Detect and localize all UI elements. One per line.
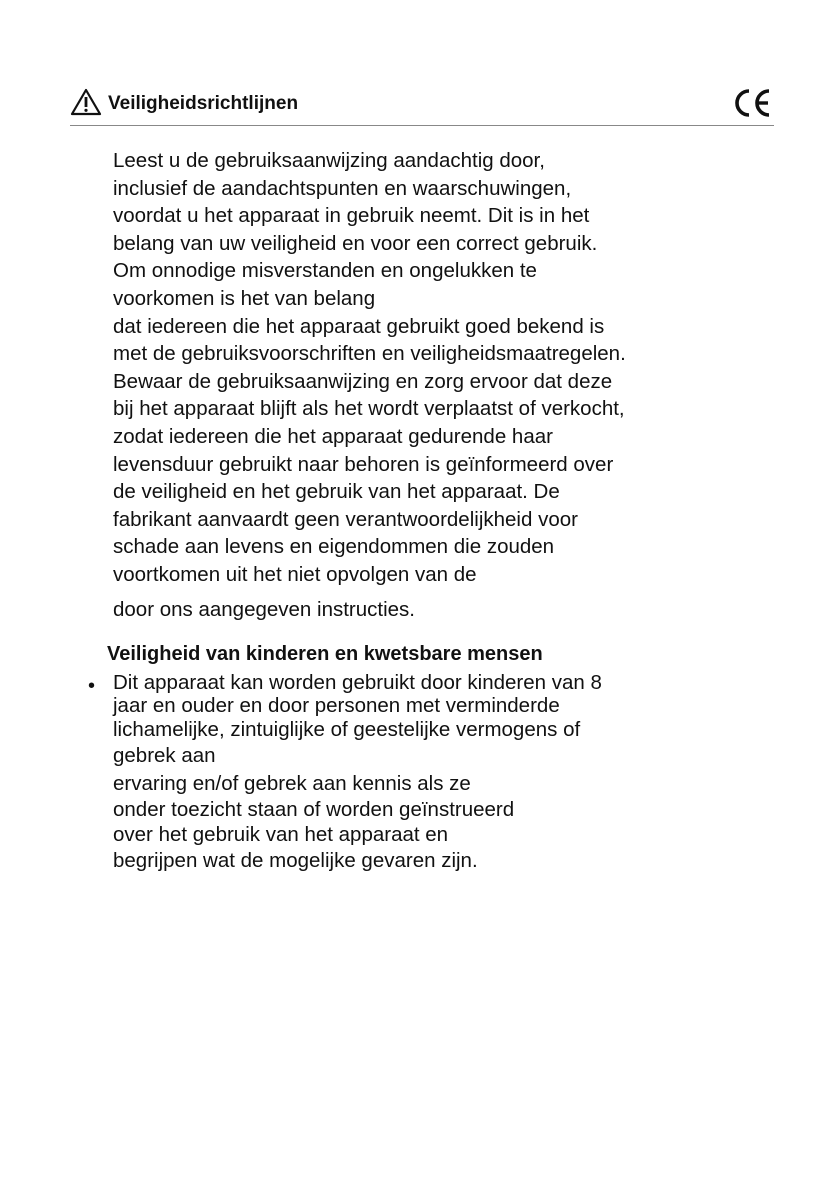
intro-line: voordat u het apparaat in gebruik neemt. Dit is in het [113,204,590,228]
bullet-text [113,671,602,873]
warning-triangle-icon [70,88,102,116]
bullet-line: Dit apparaat kan worden gebruikt door kinderen van 8 [113,671,602,694]
intro-line: belang van uw veiligheid en voor een correct gebruik. [113,231,598,255]
bullet-line: over het gebruik van het apparaat en [113,823,449,846]
header-divider [70,125,774,126]
intro-line: bij het apparaat blijft als het wordt verplaatst of verkocht, [113,397,625,421]
intro-line: met de gebruiksvoorschriften en veiligheidsmaatregelen. [113,342,626,366]
bullet-line: gebrek aan [113,743,216,767]
intro-line: zodat iedereen die het apparaat gedurende haar [113,424,553,448]
intro-line: Leest u de gebruiksaanwijzing aandachtig door, [113,149,545,172]
bullet-line: begrijpen wat de mogelijke gevaren zijn. [113,848,478,872]
bullet-line: jaar en ouder en door personen met verminderde [113,694,560,717]
intro-line: levensduur gebruikt naar behoren is geïnformeerd over [113,452,614,476]
ce-mark-icon [732,86,772,120]
intro-line: fabrikant aanvaardt geen verantwoordelijkheid voor [113,507,578,531]
bullet-line: onder toezicht staan of worden geïnstrueerd [113,797,515,821]
intro-line: voorkomen is het van belang [113,286,376,310]
intro-line: dat iedereen die het apparaat gebruikt goed bekend is [113,314,605,338]
intro-line: Om onnodige misverstanden en ongelukken te [113,259,537,283]
intro-paragraph [113,147,763,623]
bullet-line: ervaring en/of gebrek aan kennis als ze [113,772,471,795]
bullet-marker: • [88,675,96,697]
children-safety-heading: Veiligheid van kinderen en kwetsbare mensen [107,643,543,665]
intro-line: Bewaar de gebruiksaanwijzing en zorg ervoor dat deze [113,369,613,393]
intro-line: de veiligheid en het gebruik van het apparaat. De [113,480,560,504]
page-header [70,84,774,126]
section-title: Veiligheidsrichtlijnen [108,93,299,114]
intro-line: inclusief de aandachtspunten en waarschuwingen, [113,176,572,200]
intro-line: door ons aangegeven instructies. [113,597,416,621]
bullet-line: lichamelijke, zintuiglijke of geestelijke vermogens of [113,718,581,741]
intro-line: schade aan levens en eigendommen die zouden [113,535,555,559]
intro-line: voortkomen uit het niet opvolgen van de [113,562,477,586]
